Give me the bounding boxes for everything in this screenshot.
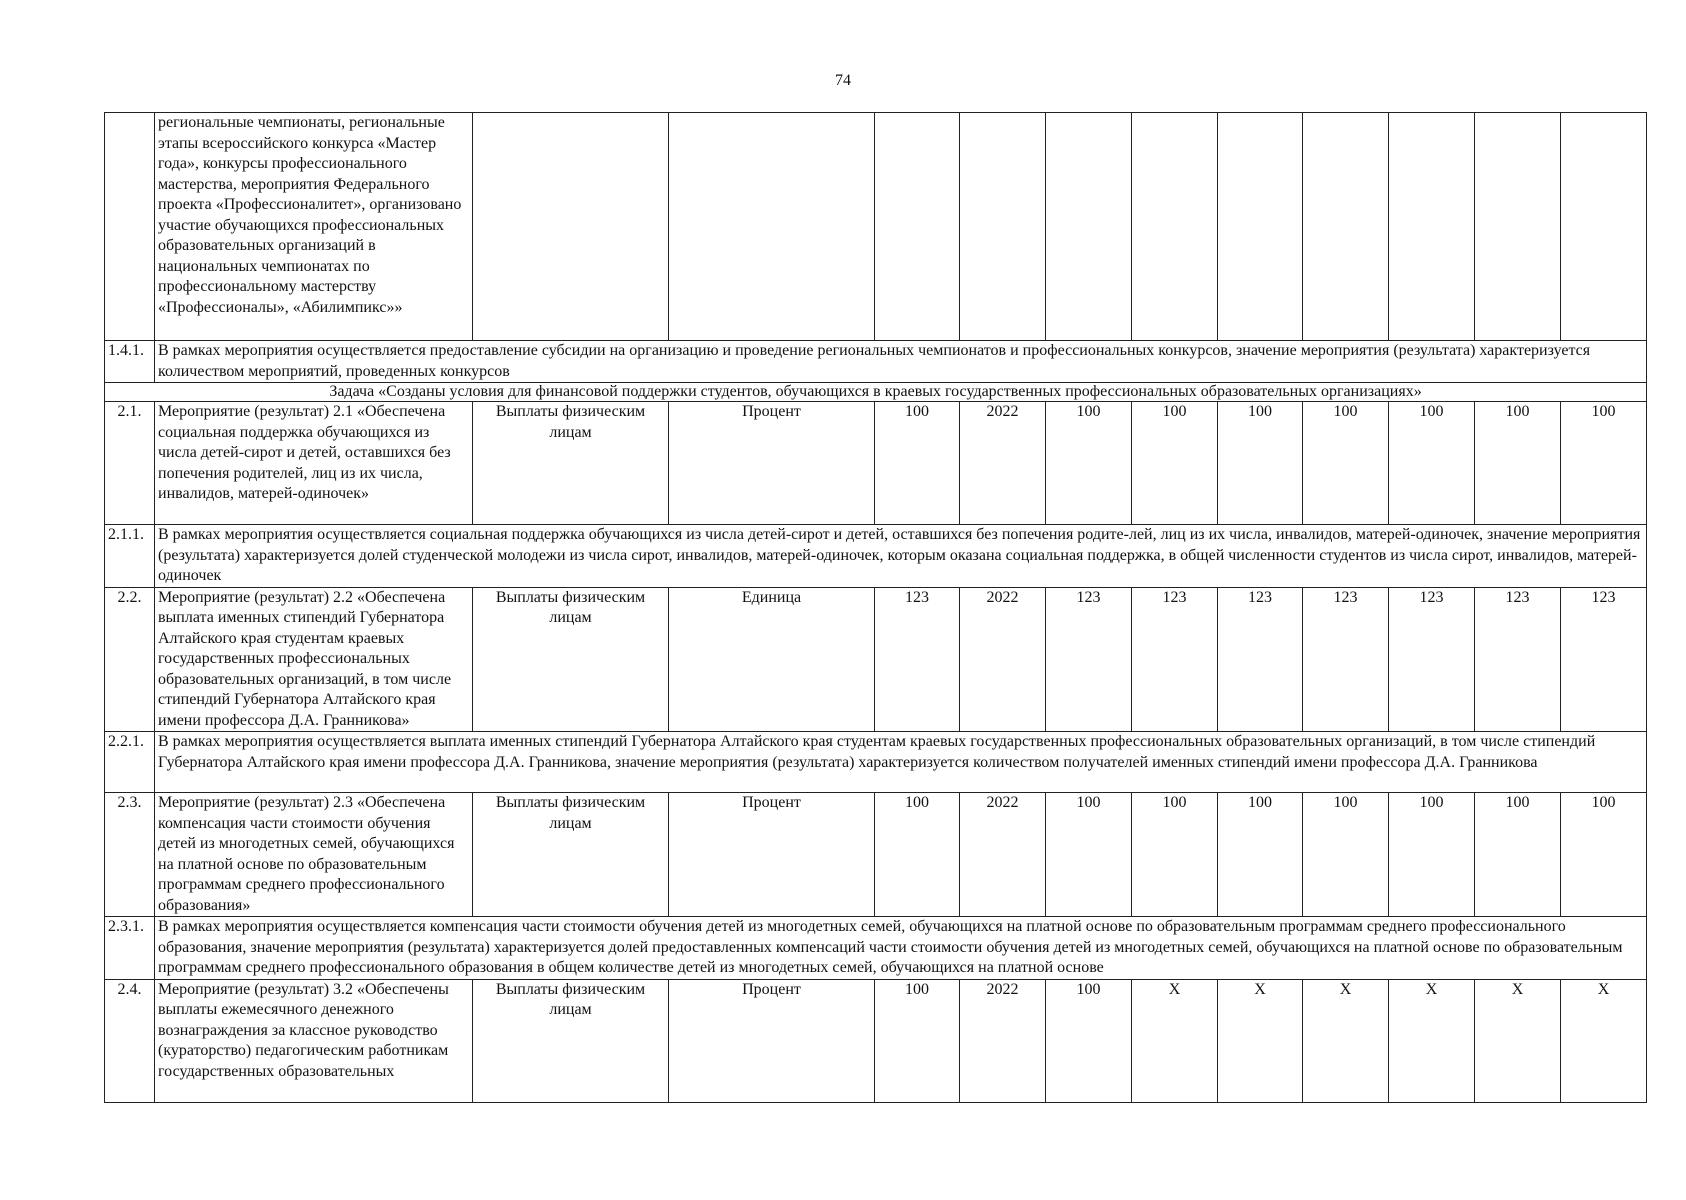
note-text: В рамках мероприятия осуществляется предоставление субсидии на организацию и проведение региональных чемпионатов и профессиональных конкурсов, значение мероприятия (результата) характеризуется количеством мероприятий, проведенных конкурсов [155,341,1647,383]
row-number-cell [105,113,155,341]
value-cell: 123 [1218,587,1303,732]
row-number: 2.2. [105,587,155,732]
page-number: 74 [835,72,851,89]
value-cell: 100 [1389,402,1475,525]
measure-name: Мероприятие (результат) 2.1 «Обеспечена социальная поддержка обучающихся из числа детей-сирот и детей, оставшихся без попечения родителей, лиц из их числа, инвалидов, матерей-одиночек» [155,402,473,525]
value-cell: X [1218,979,1303,1102]
value-cell: 100 [1046,979,1132,1102]
note-row [105,732,1647,793]
base-value: 123 [875,587,960,732]
note-text: В рамках мероприятия осуществляется компенсация части стоимости обучения детей из многодетных семей, обучающихся на платной основе по образовательным программам среднего профессионального образования, значение мероприятия (результата) характеризуется долей предоставленных компенсаций части стоимости обучения детей из многодетных семей, обучающихся на платной основе по образовательным программам среднего профессионального образования в общем количестве детей из многодетных семей, обучающихся на платной основе [155,917,1647,980]
measure-name: Мероприятие (результат) 2.3 «Обеспечена компенсация части стоимости обучения детей из многодетных семей, обучающихся на платной основе по образовательным программам среднего профессионального образования» [155,793,473,917]
base-value: 100 [875,793,960,917]
value-cell: X [1132,979,1218,1102]
value-cell: 100 [1132,793,1218,917]
note-row [105,917,1647,980]
unit: Процент [669,402,875,525]
value-cell: 123 [1303,587,1389,732]
task-row [105,383,1647,402]
measure-type: Выплаты физическим лицам [473,587,669,732]
note-text: В рамках мероприятия осуществляется выплата именных стипендий Губернатора Алтайского края студентам краевых государственных профессиональных образовательных организаций, в том числе стипендий Губернатора Алтайского края имени профессора Д.А. Гранникова, значение мероприятия (результата) характеризуется количеством получателей именных стипендий имени профессора Д.А. Гранникова [155,732,1647,793]
row-number: 2.1. [105,402,155,525]
note-text: В рамках мероприятия осуществляется социальная поддержка обучающихся из числа детей-сирот и детей, оставшихся без попечения родите-лей, лиц из их числа, инвалидов, матерей-одиночек, значение мероприятия (результата) характеризуется долей студенческой молодежи из числа сирот, инвалидов, матерей-одиночек, которым оказана социальная поддержка, в общей численности студентов из числа сирот, инвалидов, матерей-одиночек [155,525,1647,588]
note-number: 2.3.1. [105,917,155,980]
measure-type: Выплаты физическим лицам [473,402,669,525]
task-heading: Задача «Созданы условия для финансовой поддержки студентов, обучающихся в краевых государственных профессиональных образовательных организациях» [105,383,1647,402]
value-cell: 100 [1046,402,1132,525]
value-cell: X [1303,979,1389,1102]
measure-type: Выплаты физическим лицам [473,793,669,917]
base-year: 2022 [960,587,1046,732]
measure-name: Мероприятие (результат) 3.2 «Обеспечены выплаты ежемесячного денежного вознаграждения за классное руководство (кураторство) педагогическим работникам государственных образовательных [155,979,473,1102]
table-row [105,979,1647,1102]
value-cell: 100 [1475,793,1561,917]
measure-name-cell: региональные чемпионаты, региональные этапы всероссийского конкурса «Мастер года», конкурсы профессионального мастерства, мероприятия Федерального проекта «Профессионалитет», организовано участие обучающихся профессиональных образовательных организаций в национальных чемпионатах по профессиональному мастерству «Профессионалы», «Абилимпикс»» [155,113,473,341]
value-cell: 123 [1475,587,1561,732]
value-cell: 123 [1561,587,1647,732]
value-cell: 100 [1475,402,1561,525]
table-row [105,402,1647,525]
note-number: 1.4.1. [105,341,155,383]
note-number: 2.2.1. [105,732,155,793]
value-cell: 123 [1389,587,1475,732]
unit: Процент [669,793,875,917]
value-cell: X [1389,979,1475,1102]
table-row [105,587,1647,732]
base-year: 2022 [960,979,1046,1102]
value-cell: 100 [1303,793,1389,917]
value-cell: 100 [1046,793,1132,917]
row-number: 2.4. [105,979,155,1102]
table-row [105,113,1647,341]
measures-table [104,112,1647,1103]
value-cell: 100 [1561,402,1647,525]
measure-name: Мероприятие (результат) 2.2 «Обеспечена выплата именных стипендий Губернатора Алтайского края студентам краевых государственных профессиональных образовательных организаций, в том числе стипендий Губернатора Алтайского края имени профессора Д.А. Гранникова» [155,587,473,732]
value-cell: 100 [1218,793,1303,917]
value-cell: 100 [1303,402,1389,525]
value-cell: 123 [1132,587,1218,732]
base-year: 2022 [960,793,1046,917]
value-cell: X [1475,979,1561,1102]
base-value: 100 [875,402,960,525]
measure-type: Выплаты физическим лицам [473,979,669,1102]
unit: Процент [669,979,875,1102]
base-value: 100 [875,979,960,1102]
note-number: 2.1.1. [105,525,155,588]
value-cell: 100 [1561,793,1647,917]
value-cell: 100 [1389,793,1475,917]
table-row [105,793,1647,917]
note-row [105,341,1647,383]
value-cell: 123 [1046,587,1132,732]
note-row [105,525,1647,588]
value-cell: 100 [1218,402,1303,525]
unit: Единица [669,587,875,732]
value-cell: X [1561,979,1647,1102]
base-year: 2022 [960,402,1046,525]
value-cell: 100 [1132,402,1218,525]
row-number: 2.3. [105,793,155,917]
